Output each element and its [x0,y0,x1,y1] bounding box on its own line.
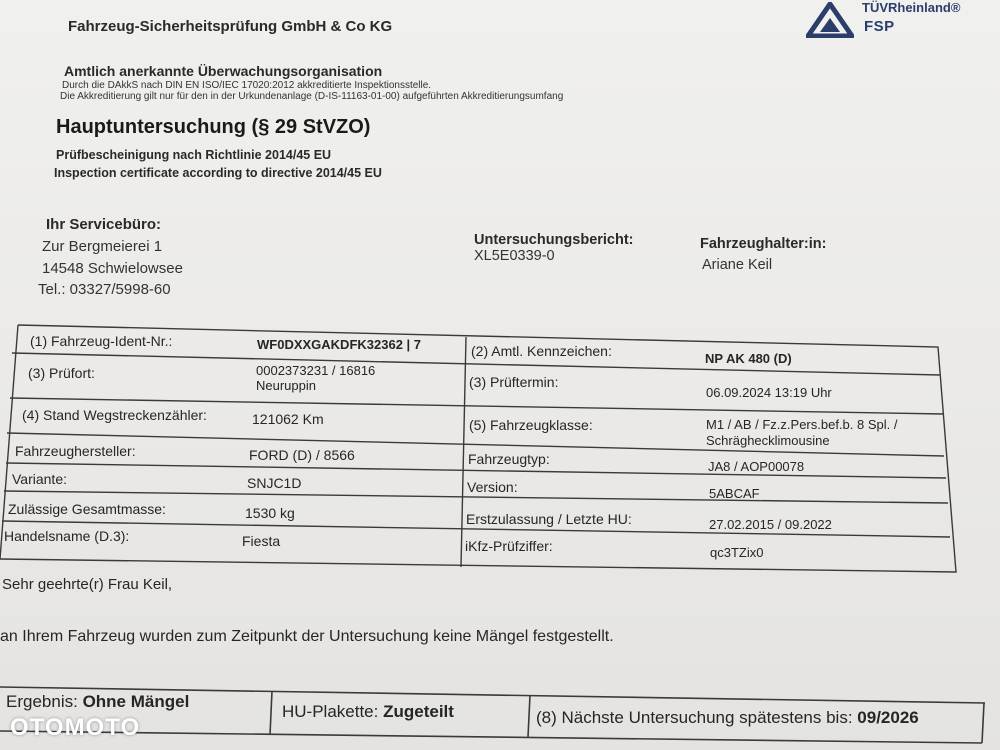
owner-name: Ariane Keil [702,257,773,273]
next-inspection-field [536,708,919,728]
inspection-place-value-1: 0002373231 / 16816 [256,363,376,378]
no-defects-statement: an Ihrem Fahrzeug wurden zum Zeitpunkt der Untersuchung keine Mängel festgestellt. [0,628,614,645]
owner-label: Fahrzeughalter:in: [700,236,827,252]
vehicle-type-label: Fahrzeugtyp: [468,451,550,467]
trade-name-label: Handelsname (D.3): [4,528,130,544]
plakette-label: HU-Plakette: [282,702,379,721]
report-number: XL5E0339-0 [474,248,555,264]
otomoto-watermark: OTOMOTO [10,714,141,741]
version-label: Version: [467,479,518,495]
ikfz-label: iKfz-Prüfziffer: [465,538,553,554]
manufacturer-label: Fahrzeughersteller: [15,443,136,459]
result-label: Ergebnis: [6,692,78,711]
service-office-label: Ihr Servicebüro: [46,216,162,233]
inspection-place-value-2: Neuruppin [256,378,316,393]
logo-sub-text: FSP [864,18,895,35]
subtitle-german: Prüfbescheinigung nach Richtlinie 2014/45 EU [56,148,332,162]
total-mass-value: 1530 kg [245,505,295,521]
salutation: Sehr geehrte(r) Frau Keil, [2,576,173,593]
logo-brand-text: TÜVRheinland® [862,0,961,15]
company-name: Fahrzeug-Sicherheitsprüfung GmbH & Co KG [68,18,393,35]
variant-label: Variante: [12,471,67,487]
plate-label: (2) Amtl. Kennzeichen: [471,343,612,359]
service-office-street: Zur Bergmeierei 1 [42,238,163,255]
manufacturer-value: FORD (D) / 8566 [249,447,355,463]
subtitle-english: Inspection certificate according to directive 2014/45 EU [54,166,382,180]
result-field [6,692,189,712]
registration-label: Erstzulassung / Letzte HU: [466,511,632,527]
inspection-date-label: (3) Prüftermin: [469,374,559,390]
variant-value: SNJC1D [247,475,302,491]
registration-value: 27.02.2015 / 09.2022 [709,517,832,532]
version-value: 5ABCAF [709,486,760,501]
accreditation-line-2: Die Akkreditierung gilt nur für den in der Urkundenanlage (D-IS-11163-01-00) aufgeführten Akkreditierungsumfang [60,91,564,102]
vehicle-class-value-1: M1 / AB / Fz.z.Pers.bef.b. 8 Spl. / [706,417,898,432]
vehicle-class-value-2: Schräghecklimousine [706,433,830,448]
inspection-date-value: 06.09.2024 13:19 Uhr [706,385,832,400]
trade-name-value: Fiesta [242,533,281,549]
inspection-place-label: (3) Prüfort: [28,365,95,381]
vehicle-type-value: JA8 / AOP00078 [708,459,805,474]
accreditation-line-1: Durch die DAkkS nach DIN EN ISO/IEC 17020:2012 akkreditierte Inspektionsstelle. [62,80,432,91]
ikfz-value: qc3TZix0 [710,545,764,560]
result-row [0,685,990,745]
next-inspection-label: (8) Nächste Untersuchung spätestens bis: [536,708,853,727]
document-title: Hauptuntersuchung (§ 29 StVZO) [56,116,371,138]
next-inspection-value: 09/2026 [857,708,919,727]
result-value: Ohne Mängel [82,692,190,711]
plate-value: NP AK 480 (D) [705,351,792,366]
odometer-value: 121062 Km [252,411,324,427]
vin-value: WF0DXXGAKDFK32362 | 7 [257,337,422,352]
tuv-rheinland-logo [806,0,976,40]
vin-label: (1) Fahrzeug-Ident-Nr.: [30,333,173,349]
total-mass-label: Zulässige Gesamtmasse: [8,501,166,517]
report-label: Untersuchungsbericht: [474,232,634,248]
service-office-city: 14548 Schwielowsee [42,260,183,277]
plakette-field [282,702,454,722]
service-office-phone: Tel.: 03327/5998-60 [38,281,171,298]
org-title: Amtlich anerkannte Überwachungsorganisation [64,63,383,79]
odometer-label: (4) Stand Wegstreckenzähler: [22,407,207,423]
triangle-logo-icon [806,2,854,38]
vehicle-class-label: (5) Fahrzeugklasse: [469,417,593,433]
plakette-value: Zugeteilt [383,702,454,721]
vehicle-data-table [0,323,960,575]
